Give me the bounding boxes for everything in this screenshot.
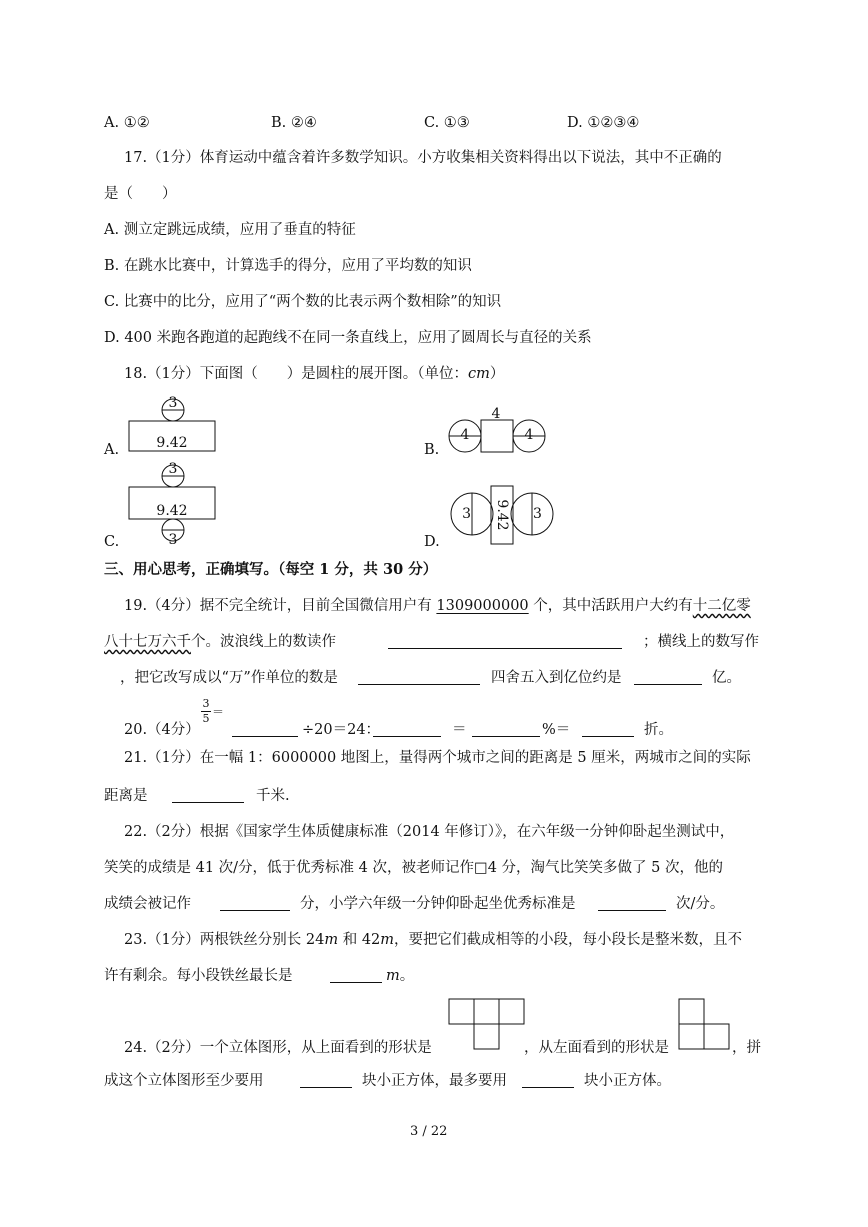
fig-c-rect-label: 9.42 [156,503,188,519]
q19-text-3: 个。波浪线上的数读作 [191,634,336,650]
q16-option-b: B. ②④ [271,115,317,131]
q23-unit-3: m [386,968,400,984]
q18-stem [124,364,504,384]
q24-line2-post: 块小正方体。 [584,1073,671,1089]
top-view-cell-1 [449,999,474,1024]
q20-frac-eq: ＝ [212,705,225,719]
q19-blank-wan[interactable] [358,668,480,685]
q20-fraction [201,698,211,725]
q17-option-b: B. 在跳水比赛中，计算选手的得分，应用了平均数的知识 [104,258,472,274]
q23-unit-2: m [380,932,395,948]
q19-text-6: 四舍五入到亿位约是 [491,670,622,686]
q22-post: 次/分。 [676,896,725,912]
q20-label: 20.（4分） [124,722,200,738]
left-view-cell-3 [704,1024,729,1049]
q17-stem: 17.（1分）体育运动中蕴含着许多数学知识。小方收集相关资料得出以下说法，其中不正确的 [124,150,722,166]
q18-stem-close: ） [489,366,505,382]
q22-line1: 22.（2分）根据《国家学生体质健康标准（2014 年修订）》，在六年级一分钟仰卧起坐测试中， [124,824,735,840]
q18-figure-a [125,392,220,454]
fig-c-top-label: 3 [168,461,178,477]
q16-option-a: A. ①② [104,115,150,131]
q18-stem-text: 18.（1分）下面图（ ）是圆柱的展开图。（单位： [124,366,469,382]
q16-option-d: D. ①②③④ [567,115,640,131]
fig-b-right-label: 4 [524,427,534,443]
top-view-cell-3 [499,999,524,1024]
q20-frac-num: 3 [202,697,210,710]
q17-option-d: D. 400 米跑各跑道的起跑线不在同一条直线上，应用了圆周长与直径的关系 [104,330,592,346]
q22-mid: 分，小学六年级一分钟仰卧起坐优秀标准是 [300,896,576,912]
left-view-cell-2 [679,1024,704,1049]
top-view-cell-4 [474,1024,499,1049]
q23-text-2: 和 42 [338,932,381,948]
q19-line2 [104,632,336,652]
fig-b-top-label: 4 [491,406,501,422]
q23-line2-pre: 许有剩余。每小段铁丝最长是 [104,968,293,984]
q20-text-4: 折。 [644,722,673,738]
q19-wave-number-2: 八十七万六千 [104,634,191,650]
q24-text-2: ，从左面看到的形状是 [524,1040,669,1056]
q24-text-3: ，拼 [732,1040,761,1056]
q24-left-view-figure [678,998,732,1052]
page-number: 3 / 22 [410,1124,448,1139]
q18-label-d: D. [424,534,440,550]
q20-blank-4[interactable] [582,720,634,737]
q18-label-b: B. [424,442,440,458]
q22-pre: 成绩会被记作 [104,896,191,912]
q24-blank-min[interactable] [300,1071,352,1088]
q23-line1 [124,930,742,950]
q20-blank-3[interactable] [472,720,540,737]
section-3-heading: 三、用心思考，正确填写。（每空 1 分，共 30 分） [104,561,438,578]
q23-period: 。 [399,968,415,984]
q17-stem-cont: 是（ ） [104,186,177,202]
q18-figure-c [125,458,220,548]
q23-text-1: 23.（1分）两根铁丝分别长 24 [124,932,325,948]
q18-label-c: C. [104,534,120,550]
q21-pre: 距离是 [104,788,148,804]
q21-post: 千米. [256,788,290,804]
q17-option-c: C. 比赛中的比分，应用了“两个数的比表示两个数相除”的知识 [104,294,502,310]
fig-b-square [481,420,513,452]
left-view-cell-1 [679,999,704,1024]
q20-text-2: ＝ [452,722,467,738]
q23-unit-1: m [324,932,339,948]
q19-text-1: 19.（4分）据不完全统计，目前全国微信用户有 [124,598,437,614]
q18-label-a: A. [104,442,120,458]
q20-text-1: ÷20＝24： [302,722,381,738]
q18-figure-d [450,484,554,548]
q22-blank-1[interactable] [220,894,290,911]
q22-blank-2[interactable] [598,894,666,911]
q19-text-7: 亿。 [712,670,741,686]
q24-line2-mid: 块小正方体，最多要用 [362,1073,507,1089]
q23-line2-post [386,966,414,986]
q19-line1 [124,596,751,616]
q19-number: 1309000000 [436,598,529,614]
q19-text-2: 个，其中活跃用户大约有 [528,598,693,614]
fig-d-left-label: 3 [462,506,471,522]
q24-text-1: 24.（2分）一个立体图形，从上面看到的形状是 [124,1040,432,1056]
q19-wave-number-1: 十二亿零 [692,598,751,614]
q20-blank-2[interactable] [373,720,441,737]
fig-b-left-label: 4 [460,427,470,443]
q24-blank-max[interactable] [522,1071,574,1088]
fig-d-right-label: 3 [533,506,542,522]
q18-unit: cm [468,366,490,382]
q16-option-c: C. ①③ [424,115,470,131]
q19-line3: ，把它改写成以“万”作单位的数是 [120,670,338,686]
q19-text-4: ；横线上的数写作 [643,634,759,650]
q23-text-3: ，要把它们截成相等的小段，每小段长是整米数，且不 [394,932,743,948]
q21-blank[interactable] [172,786,244,803]
q19-blank-read[interactable] [388,632,622,649]
q20-blank-1[interactable] [232,720,298,737]
q22-line2: 笑笑的成绩是 41 次/分，低于优秀标准 4 次，被老师记作□4 分，淘气比笑笑多做了 5 次，他的 [104,860,723,876]
fig-a-circle-label: 3 [168,395,178,411]
top-view-cell-2 [474,999,499,1024]
fig-d-rect-label: 9.42 [494,499,510,531]
q24-line2-pre: 成这个立体图形至少要用 [104,1073,264,1089]
q17-option-a: A. 测立定跳远成绩，应用了垂直的特征 [104,222,356,238]
q20-text-3: %＝ [542,722,571,738]
q21-line1: 21.（1分）在一幅 1：6000000 地图上，量得两个城市之间的距离是 5 厘米，两城市之间的实际 [124,750,751,766]
q23-blank[interactable] [330,966,382,983]
fig-a-rect-label: 9.42 [156,435,188,451]
q24-top-view-figure [448,998,526,1052]
fig-c-bottom-label: 3 [168,532,178,548]
q19-blank-yi[interactable] [634,668,702,685]
q20-frac-den: 5 [202,712,210,725]
q18-figure-b [448,404,548,458]
